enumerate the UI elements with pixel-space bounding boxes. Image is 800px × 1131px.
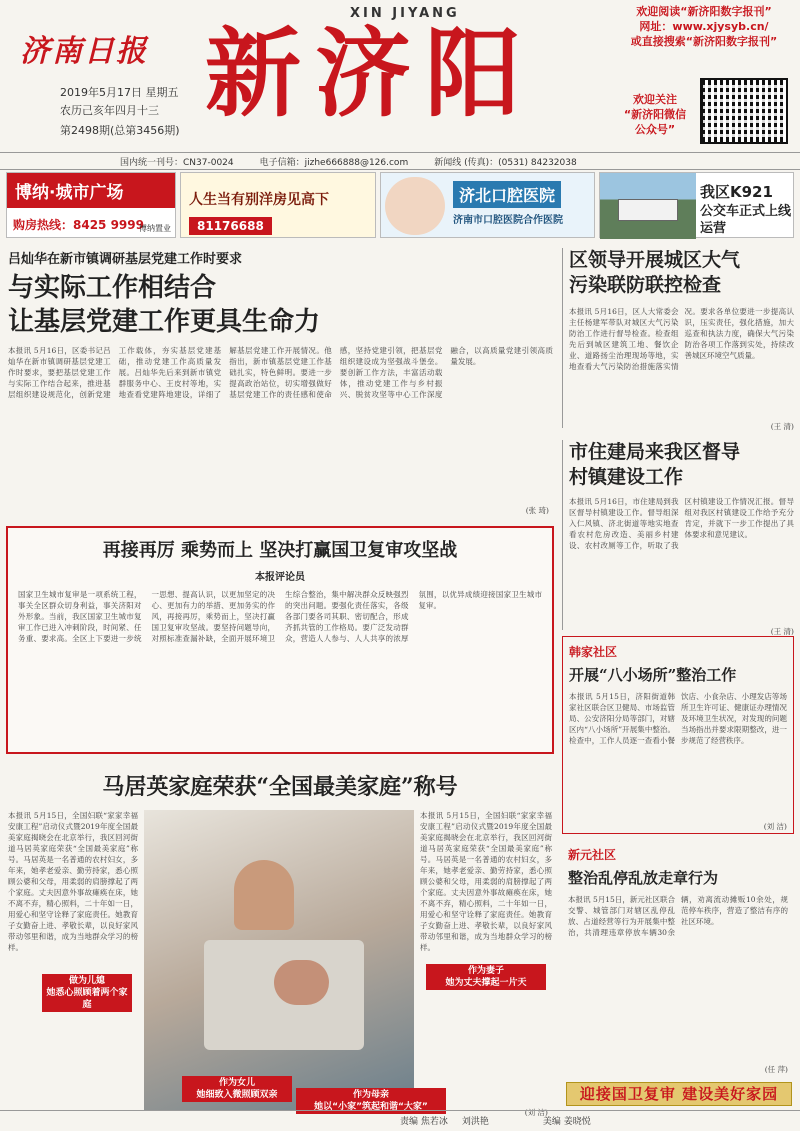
ad-bona-title: 博纳·城市广场 <box>7 173 175 208</box>
wechat-promo <box>612 92 698 137</box>
cap2-b: 她细致入微照顾双亲 <box>196 1090 278 1100</box>
phone: 新闻线 (传真)：(0531) 84232038 <box>434 157 577 168</box>
feature-body-right: 本报讯 5月15日，全国妇联“家家幸福安康工程”启动仪式暨2019年度全国最美家庭揭晓会在北京举行，我区回河街道马居英家庭荣获“全国最美家庭”称号。马居英是一名普通的农村妇女，多年来，她孝老爱亲、勤劳持家，悉心照顾公婆和父母，用柔弱的肩膀撑起了两个家庭。丈夫因意外事故瘫痪在床，她不离不弃，精心照料，二十年如一日，用爱心和坚守诠释了家庭责任。她教育子女勤奋上进、孝敬长辈，以良好家风带动邻里和谐，成为当地群众学习的榜样。 <box>420 811 552 952</box>
issn: 国内统一刊号：CN37-0024 <box>120 157 234 168</box>
xin-community-article <box>562 840 794 1080</box>
info-bar <box>0 152 800 170</box>
bus-photo <box>600 173 696 239</box>
promo-url[interactable]: 网址：www.xjysyb.cn/ <box>639 20 769 33</box>
right2-body: 本报讯 5月16日，市住建局到我区督导村镇建设工作。督导组深入仁风镇、济北街道等地实地查看农村危房改造、美丽乡村建设、农村改厕等工作，听取了我区村镇建设工作情况汇报。督导组对我区村镇建设工作给予充分肯定，并就下一步工作提出了具体要求和意见建议。 <box>569 497 794 550</box>
cap4-b: 她以“小家”筑起和谐“大家” <box>314 1102 428 1112</box>
photo-figure-1 <box>234 860 294 930</box>
ad-yangfang-phone: 81176688 <box>189 217 272 235</box>
promo-line3: 或直接搜索“新济阳数字报刊” <box>630 35 778 48</box>
lead-body: 本报讯 5月16日，区委书记吕灿华在新市镇调研基层党建工作时要求，要把基层党建工作与实际工作结合起来，推进基层组织建设规范化，创新党建工作载体，夯实基层党建基础，推动党建工作高质量发展。吕灿华先后来到新市镇党群服务中心、王皮村等地，实地查看党建阵地建设，详细了解基层党建工作开展情况。他指出，新市镇基层党建工作基础扎实，特色鲜明。要进一步提高政治站位，切实增强做好基层党建工作的责任感和使命感，坚持党建引领，把基层党组织建设成为坚强战斗堡垒。要创新工作方法，丰富活动载体，推动党建工作与乡村振兴、脱贫攻坚等中心工作深度融合，以高质量党建引领高质量发展。 <box>8 346 553 399</box>
photo-figure-2 <box>274 960 329 1005</box>
bus-icon <box>618 199 678 221</box>
right1-title-1: 区领导开展城区大气 <box>569 249 741 271</box>
lunar-date: 农历己亥年四月十三 <box>60 104 159 117</box>
cap2-a: 作为女儿 <box>218 1078 255 1088</box>
ad-bona-phone: 购房热线：8425 9999 <box>13 218 144 232</box>
feature-author: (刘 洁) <box>524 1108 548 1117</box>
han-title: 开展“八小场所”整治工作 <box>569 666 737 684</box>
issue-number: 第2498期(总第3456期) <box>60 124 180 137</box>
ad-bus-sub: 公交车正式上线运营 <box>700 204 792 236</box>
footer-art-editor: 美编 姜晓悦 <box>542 1117 591 1127</box>
ad-bus[interactable] <box>599 172 794 238</box>
feature-body-left: 本报讯 5月15日，全国妇联“家家幸福安康工程”启动仪式暨2019年度全国最美家庭揭晓会在北京举行，我区回河街道马居英家庭荣获“全国最美家庭”称号。马居英是一名普通的农村妇女，多年来，她孝老爱亲、勤劳持家，悉心照顾公婆和父母，用柔弱的肩膀撑起了两个家庭。丈夫因意外事故瘫痪在床，她不离不弃，精心照料，二十年如一日，用爱心和坚守诠释了家庭责任。她教育子女勤奋上进、孝敬长辈，以良好家风带动邻里和谐，成为当地群众学习的榜样。 <box>8 811 138 952</box>
ad-dental-photo <box>385 177 445 235</box>
lead-title-2: 让基层党建工作更具生命力 <box>8 307 321 337</box>
email: 电子信箱：jizhe666888@126.com <box>259 157 409 168</box>
xin-body: 本报讯 5月15日，新元社区联合交警、城管部门对辖区乱停乱放、占道经营等行为开展集中整治，共清理违章停放车辆30余辆，劝离流动摊贩10余处，规范停车秩序，营造了整洁有序的社区环境。 <box>568 895 788 937</box>
cap4-a: 作为母亲 <box>352 1090 389 1100</box>
editorial-box <box>6 526 554 754</box>
newspaper-title: 新济阳 <box>205 17 535 130</box>
wechat-line2: “新济阳微信 <box>623 108 687 121</box>
right2-title-2: 村镇建设工作 <box>569 466 684 488</box>
han-body: 本报讯 5月15日，济阳街道韩家社区联合区卫健局、市场监管局、公安济阳分局等部门，对辖区内“八小场所”开展集中整治。检查中，工作人员逐一查看小餐饮店、小食杂店、小理发店等场所卫生许可证、健康证办理情况及环境卫生状况，对发现的问题当场指出并要求限期整改，进一步规范了经营秩序。 <box>569 692 787 745</box>
editorial-byline: 本报评论员 <box>255 572 305 583</box>
right1-author: (王 清) <box>770 422 794 431</box>
caption-daughter <box>182 1076 292 1102</box>
ad-yangfang[interactable] <box>180 172 376 238</box>
promo-line1: 欢迎阅读“新济阳数字报刊” <box>636 5 772 18</box>
ad-strip <box>0 172 800 242</box>
ad-dental-sub: 济南市口腔医院合作医院 <box>453 215 563 226</box>
cap3-b: 她为丈夫撑起一片天 <box>445 978 527 988</box>
cap3-a: 作为妻子 <box>467 966 504 976</box>
cap1-a: 做为儿媳 <box>68 976 105 986</box>
slogan-banner: 迎接国卫复审 建设美好家园 <box>566 1082 792 1106</box>
ad-dental-title: 济北口腔医院 <box>453 181 561 208</box>
lead-author: (张 琦) <box>525 506 549 515</box>
feature-title: 马居英家庭荣获“全国最美家庭”称号 <box>102 774 458 800</box>
feature-photo <box>144 810 414 1110</box>
brand-left: 济南日报 <box>20 34 148 69</box>
editorial-title: 再接再厉 乘势而上 坚决打赢国卫复审攻坚战 <box>102 540 458 561</box>
ad-bus-title: 我区K921 <box>700 183 773 201</box>
right-article-1 <box>562 248 794 431</box>
lead-kicker: 吕灿华在新市镇调研基层党建工作时要求 <box>8 252 243 267</box>
han-author: (刘 洁) <box>763 822 787 831</box>
caption-daughter-in-law <box>42 974 132 1012</box>
xin-title: 整治乱停乱放走章行为 <box>568 869 719 887</box>
masthead <box>0 0 800 160</box>
ad-bona-sub: 博纳置业 <box>139 224 171 233</box>
xin-author: (任 萍) <box>764 1065 788 1074</box>
feature-article <box>6 762 554 1122</box>
wechat-line1: 欢迎关注 <box>633 93 677 106</box>
han-community-article <box>562 636 794 834</box>
right1-body: 本报讯 5月16日，区人大常委会主任杨建军带队对城区大气污染防治工作进行督导检查。检查组先后到城区建筑工地、餐饮企业、道路扬尘治理现场等地，实地查看大气污染防治措施落实情况。要求各单位要进一步提高认识，压实责任，强化措施，加大巡查和执法力度，确保大气污染防治各项工作落到实处，持续改善城区环境空气质量。 <box>569 307 794 371</box>
right2-author: (王 清) <box>770 627 794 636</box>
right1-title-2: 污染联防联控检查 <box>569 274 722 296</box>
footer-editor-2: 刘洪艳 <box>461 1117 489 1127</box>
right-article-2 <box>562 440 794 636</box>
xin-kicker: 新元社区 <box>568 848 617 862</box>
lead-article <box>8 248 553 520</box>
footer <box>0 1110 800 1130</box>
lead-title-1: 与实际工作相结合 <box>8 273 217 303</box>
ad-bona[interactable] <box>6 172 176 238</box>
title-pinyin: XIN JIYANG <box>350 6 460 21</box>
right2-title-1: 市住建局来我区督导 <box>569 441 741 463</box>
cap1-b: 她悉心照顾着两个家庭 <box>46 988 128 1010</box>
editorial-body: 国家卫生城市复审是一项系统工程，事关全区群众切身利益，事关济阳对外形象。当前，我区国家卫生城市复审工作已进入冲刺阶段，时间紧、任务重、要求高。全区上下要进一步统一思想、提高认识，以更加坚定的决心、更加有力的举措、更加务实的作风，再接再厉，乘势而上，坚决打赢国卫复审攻坚战。要坚持问题导向，对照标准查漏补缺，全面开展环境卫生综合整治，集中解决群众反映强烈的突出问题。要强化责任落实，各级各部门要各司其职、密切配合，形成齐抓共管的工作格局。要广泛发动群众，营造人人参与、人人共享的浓厚氛围，以优异成绩迎接国家卫生城市复审。 <box>18 590 542 643</box>
qr-code-overlay <box>703 81 785 141</box>
footer-editor: 责编 焦若冰 <box>400 1117 448 1127</box>
ad-yangfang-title: 人生当有别洋房见高下 <box>189 192 329 208</box>
date: 2019年5月17日 星期五 <box>60 86 179 99</box>
digital-promo <box>612 4 796 49</box>
han-kicker: 韩家社区 <box>569 645 618 659</box>
wechat-line3: 公众号” <box>634 123 676 136</box>
caption-wife <box>426 964 546 990</box>
ad-dental[interactable] <box>380 172 595 238</box>
